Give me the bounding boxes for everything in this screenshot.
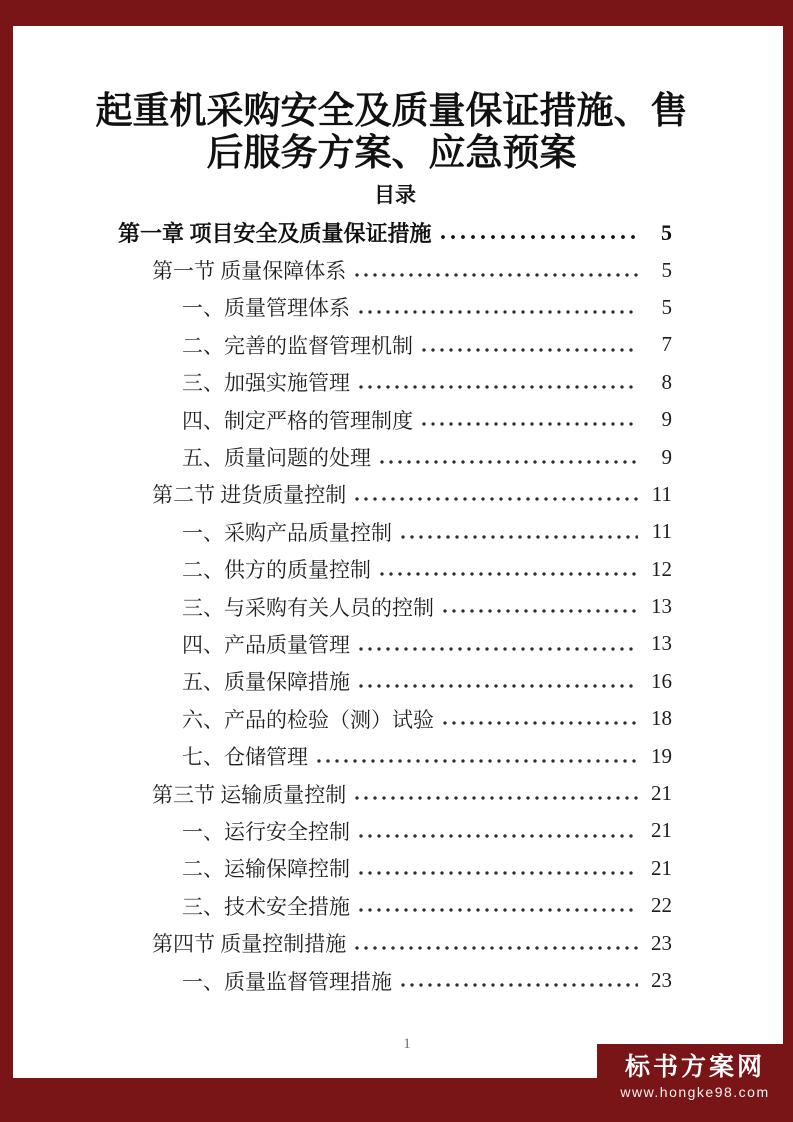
toc-entry-label: 第二节 进货质量控制	[152, 483, 347, 508]
toc-leader-dots	[358, 870, 638, 876]
toc-entry[interactable]	[118, 401, 672, 438]
toc-entry-page: 21	[651, 781, 672, 806]
toc-leader-dots	[400, 982, 638, 988]
toc-entry-label: 第一节 质量保障体系	[152, 259, 347, 284]
toc-entry-page: 19	[651, 743, 672, 768]
toc-leader-dots	[442, 608, 638, 614]
toc-entry[interactable]	[118, 700, 672, 737]
toc-entry-label: 七、仓储管理	[182, 745, 308, 770]
toc-entry-label: 一、运行安全控制	[182, 819, 350, 844]
toc-entry-label: 五、质量保障措施	[182, 670, 350, 695]
toc-leader-dots	[400, 534, 638, 540]
toc-entry[interactable]	[118, 924, 672, 961]
toc-entry-page: 13	[651, 631, 672, 656]
toc-entry-page: 8	[661, 369, 672, 394]
toc-entry[interactable]	[118, 625, 672, 662]
toc-leader-dots	[421, 347, 638, 353]
toc-leader-dots	[354, 945, 638, 951]
toc-entry-label: 三、与采购有关人员的控制	[182, 595, 434, 620]
toc-entry-label: 二、完善的监督管理机制	[182, 333, 413, 358]
frame-top-border	[0, 0, 793, 26]
toc-entry[interactable]	[118, 326, 672, 363]
toc-leader-dots	[358, 384, 638, 390]
toc-leader-dots	[379, 459, 638, 465]
frame-left-border	[0, 0, 13, 1122]
toc-entry-page: 21	[651, 818, 672, 843]
toc-leader-dots	[358, 646, 638, 652]
toc-entry-page: 23	[651, 930, 672, 955]
toc-entry[interactable]	[118, 962, 672, 999]
toc-entry-page: 18	[651, 706, 672, 731]
toc-entry-label: 三、加强实施管理	[182, 371, 350, 396]
toc-leader-dots	[354, 496, 638, 502]
toc-entry-label: 二、供方的质量控制	[182, 558, 371, 583]
toc-entry-page: 23	[651, 968, 672, 992]
toc-entry-page: 7	[661, 332, 672, 357]
toc-entry[interactable]	[118, 850, 672, 887]
toc-entry-page: 9	[661, 407, 672, 432]
toc-entry-label: 三、技术安全措施	[182, 894, 350, 919]
toc-entry-page: 13	[651, 594, 672, 619]
toc-entry-label: 一、质量监督管理措施	[182, 969, 392, 994]
toc-entry[interactable]	[118, 214, 672, 251]
toc-entry-label: 第一章 项目安全及质量保证措施	[118, 221, 432, 247]
toc-leader-dots	[442, 720, 638, 726]
toc-entry-label: 四、产品质量管理	[182, 632, 350, 657]
toc-entry-label: 一、采购产品质量控制	[182, 520, 392, 545]
toc-entry[interactable]	[118, 513, 672, 550]
toc-leader-dots	[440, 234, 638, 240]
toc-entry-page: 5	[661, 257, 672, 282]
toc-leader-dots	[316, 758, 638, 764]
toc-leader-dots	[421, 421, 638, 427]
toc-entry-page: 22	[651, 893, 672, 918]
toc-entry[interactable]	[118, 588, 672, 625]
toc-entry-label: 四、制定严格的管理制度	[182, 408, 413, 433]
toc-entry[interactable]	[118, 663, 672, 700]
toc-heading: 目录	[374, 184, 416, 207]
toc-entry[interactable]	[118, 364, 672, 401]
toc-entry-page: 5	[661, 294, 672, 319]
toc-entry[interactable]	[118, 438, 672, 475]
watermark-site-url: www.hongke98.com	[620, 1084, 770, 1100]
toc-entry-page: 9	[661, 444, 672, 469]
document-title-line1: 起重机采购安全及质量保证措施、售	[95, 90, 688, 131]
toc-leader-dots	[358, 833, 638, 839]
frame-right-border	[783, 0, 793, 1122]
watermark-site-name: 标书方案网	[624, 1053, 765, 1081]
toc-entry-label: 一、质量管理体系	[182, 296, 350, 321]
toc-entry-label: 第四节 质量控制措施	[152, 932, 347, 957]
toc-entry[interactable]	[118, 737, 672, 774]
toc-entry-page: 21	[651, 855, 672, 880]
toc-entry[interactable]	[118, 551, 672, 588]
document-title-line2: 后服务方案、应急预案	[206, 132, 577, 173]
page-number: 1	[403, 1036, 411, 1052]
toc-entry-label: 第三节 运输质量控制	[152, 782, 347, 807]
toc-leader-dots	[354, 272, 638, 278]
toc-list	[118, 214, 672, 999]
toc-leader-dots	[379, 571, 638, 577]
toc-entry[interactable]	[118, 887, 672, 924]
toc-leader-dots	[358, 907, 638, 913]
toc-entry-page: 12	[651, 556, 672, 581]
toc-entry-page: 11	[651, 519, 672, 544]
toc-entry-label: 二、运输保障控制	[182, 857, 350, 882]
toc-entry-page: 11	[651, 481, 672, 506]
toc-entry[interactable]	[118, 289, 672, 326]
toc-entry-label: 五、质量问题的处理	[182, 446, 371, 471]
toc-entry-page: 5	[661, 219, 672, 245]
toc-entry-label: 六、产品的检验（测）试验	[182, 707, 434, 732]
document-title	[60, 90, 723, 174]
watermark-block	[597, 1044, 793, 1122]
toc-entry[interactable]	[118, 476, 672, 513]
toc-entry[interactable]	[118, 775, 672, 812]
toc-leader-dots	[358, 309, 638, 315]
toc-leader-dots	[354, 795, 638, 801]
toc-entry[interactable]	[118, 812, 672, 849]
toc-leader-dots	[358, 683, 638, 689]
toc-entry-page: 16	[651, 668, 672, 693]
toc-entry[interactable]	[118, 251, 672, 288]
